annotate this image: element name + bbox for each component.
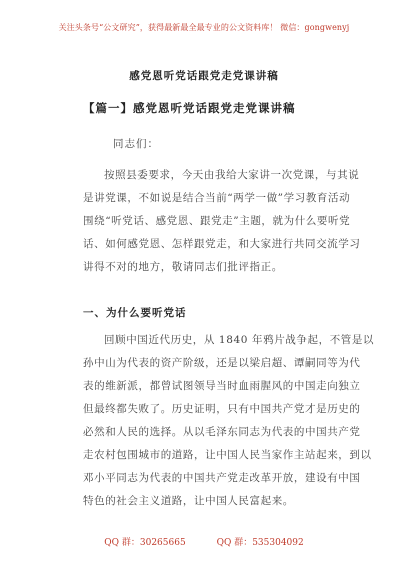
document-title: 感党恩听党话跟党走党课讲稿 [129, 70, 279, 82]
section-heading: 一、为什么要听党话 [83, 307, 187, 319]
paragraph-line: 围绕“听党话、感党恩、跟党走”主题，就为什么要听党 [83, 215, 351, 227]
header-promo: 关注头条号“公文研究”，获得最新最全最专业的公文资料库！ 微信：gongwenyj [58, 23, 350, 32]
paragraph-line: 回顾中国近代历史，从 1840 年鸦片战争起，不管是以 [104, 334, 375, 346]
paragraph-line: 话、如何感党恩、怎样跟党走，和大家进行共同交流学习 [83, 238, 361, 250]
paragraph-line: 讲得不对的地方，敬请同志们批评指正。 [83, 261, 283, 273]
paragraph-line: 按照县委要求，今天由我给大家讲一次党课，与其说 [104, 169, 360, 181]
paragraph-history [83, 329, 375, 513]
document-subtitle: 【篇一】感党恩听党话跟党走党课讲稿 [83, 101, 296, 115]
paragraph-intro [83, 164, 361, 279]
paragraph-line: 表的维新派，都曾试图领导当时血雨腥风的中国走向独立 [83, 380, 361, 392]
footer-qq-group-2: QQ 群：535304092 [216, 538, 304, 548]
paragraph-line: 走农村包围城市的道路，让中国人民当家作主站起来，到以 [83, 449, 372, 461]
paragraph-line: 是讲党课，不如说是结合当前“两学一做”学习教育活动 [83, 192, 351, 204]
paragraph-line: 但最终都失败了。历史证明，只有中国共产党才是历史的 [83, 403, 361, 415]
salutation: 同志们： [113, 138, 159, 150]
paragraph-line: 特色的社会主义道路，让中国人民富起来。 [83, 495, 294, 507]
paragraph-line: 邓小平同志为代表的中国共产党走改革开放，建设有中国 [83, 472, 361, 484]
paragraph-line: 必然和人民的选择。从以毛泽东同志为代表的中国共产党 [83, 426, 361, 438]
footer-contact [0, 535, 408, 548]
footer-qq-group-1: QQ 群：30265665 [104, 538, 186, 548]
paragraph-line: 孙中山为代表的资产阶级，还是以梁启超、谭嗣同等为代 [83, 357, 361, 369]
